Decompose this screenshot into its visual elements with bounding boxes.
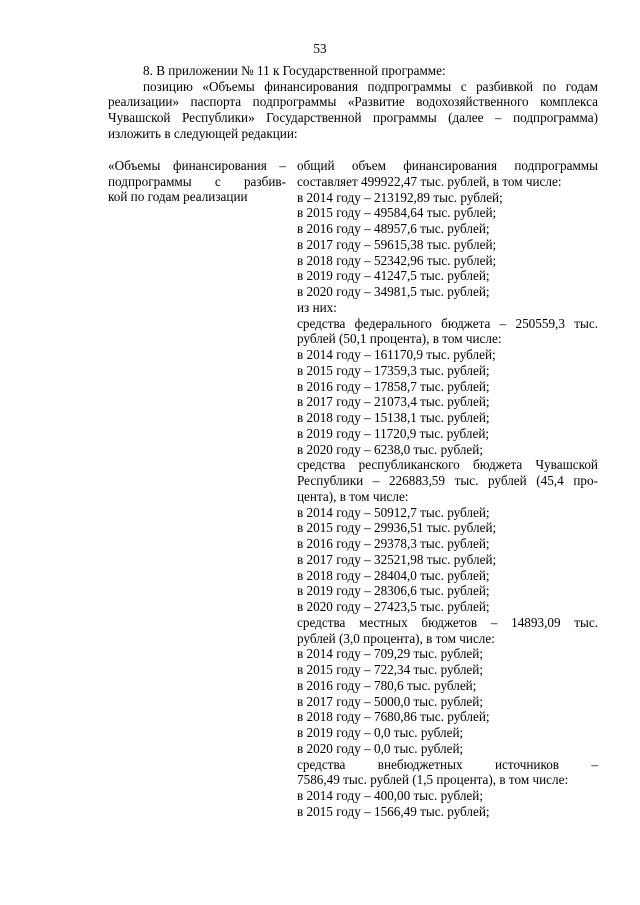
financing-line: из них: [297,299,337,315]
financing-line: в 2015 году – 49584,64 тыс. рублей; [297,205,497,221]
financing-line: средства внебюджетных источников – [297,756,598,772]
financing-line: средства местных бюджетов – 14893,09 тыс. [297,614,598,630]
financing-line: в 2017 году – 5000,0 тыс. рублей; [297,693,483,709]
financing-line: в 2018 году – 15138,1 тыс. рублей; [297,410,490,425]
financing-line: в 2017 году – 21073,4 тыс. рублей; [297,394,490,410]
position-label-line-1: «Объемы финансирования – [108,158,286,173]
financing-line: в 2015 году – 29936,51 тыс. рублей; [297,520,497,536]
financing-line: в 2015 году – 722,34 тыс. рублей; [297,662,483,677]
financing-line: в 2015 году – 1566,49 тыс. рублей; [297,803,490,819]
financing-line: в 2017 году – 32521,98 тыс. рублей; [297,551,497,567]
financing-line: в 2014 году – 400,00 тыс. рублей; [297,788,483,803]
financing-line: средства республиканского бюджета Чувашской [297,457,598,473]
intro-line-3: реализации» паспорта подпрограммы «Развитие водохозяйственного комплекса [108,94,598,110]
financing-line: в 2018 году – 28404,0 тыс. рублей; [297,567,490,583]
financing-line: цента), в том числе: [297,488,409,504]
financing-line: в 2017 году – 59615,38 тыс. рублей; [297,236,497,252]
intro-line-4: Чувашской Республики» Государственной программы (далее – подпрограмма) [108,110,598,126]
position-label [108,158,286,205]
financing-line: в 2014 году – 161170,9 тыс. рублей; [297,347,496,362]
financing-line: в 2018 году – 7680,86 тыс. рублей; [297,709,490,725]
financing-line: в 2019 году – 0,0 тыс. рублей; [297,725,464,740]
financing-line: в 2018 году – 52342,96 тыс. рублей; [297,252,497,268]
financing-line: 7586,49 тыс. рублей (1,5 процента), в том числе: [297,772,569,788]
page-number: 53 [313,41,327,56]
financing-line: в 2015 году – 17359,3 тыс. рублей; [297,362,490,378]
financing-line: в 2019 году – 41247,5 тыс. рублей; [297,268,490,284]
financing-line: в 2019 году – 11720,9 тыс. рублей; [297,425,490,441]
financing-line: в 2020 году – 0,0 тыс. рублей; [297,740,464,756]
financing-line: в 2020 году – 27423,5 тыс. рублей; [297,599,490,614]
intro-line-2: позицию «Объемы финансирования подпрограммы с разбивкой по годам [143,78,598,94]
financing-line: рублей (3,0 процента), в том числе: [297,630,495,646]
financing-line: средства федерального бюджета – 250559,3 тыс. [297,315,598,331]
financing-line: составляет 499922,47 тыс. рублей, в том числе: [297,173,562,189]
financing-line: в 2016 году – 29378,3 тыс. рублей; [297,536,490,551]
financing-line: в 2016 году – 17858,7 тыс. рублей; [297,378,490,394]
financing-line: в 2020 году – 34981,5 тыс. рублей; [297,284,490,299]
intro-line-5: изложить в следующей редакции: [108,125,298,141]
financing-line: общий объем финансирования подпрограммы [297,158,598,173]
intro-line-1: 8. В приложении № 11 к Государственной программе: [143,63,446,78]
financing-details [297,158,598,820]
financing-line: рублей (50,1 процента), в том числе: [297,331,502,347]
intro-paragraph [108,63,598,141]
position-label-line-3: кой по годам реализации [108,189,248,205]
position-label-line-2: подпрограммы с разбив- [108,173,286,189]
financing-line: в 2020 году – 6238,0 тыс. рублей; [297,441,483,457]
financing-line: в 2014 году – 50912,7 тыс. рублей; [297,504,490,520]
financing-line: в 2019 году – 28306,6 тыс. рублей; [297,583,490,599]
financing-line: Республики – 226883,59 тыс. рублей (45,4 про- [297,473,598,488]
financing-line: в 2016 году – 48957,6 тыс. рублей; [297,221,490,236]
financing-line: в 2014 году – 709,29 тыс. рублей; [297,646,483,662]
financing-line: в 2014 году – 213192,89 тыс. рублей; [297,189,503,205]
financing-line: в 2016 году – 780,6 тыс. рублей; [297,677,477,693]
